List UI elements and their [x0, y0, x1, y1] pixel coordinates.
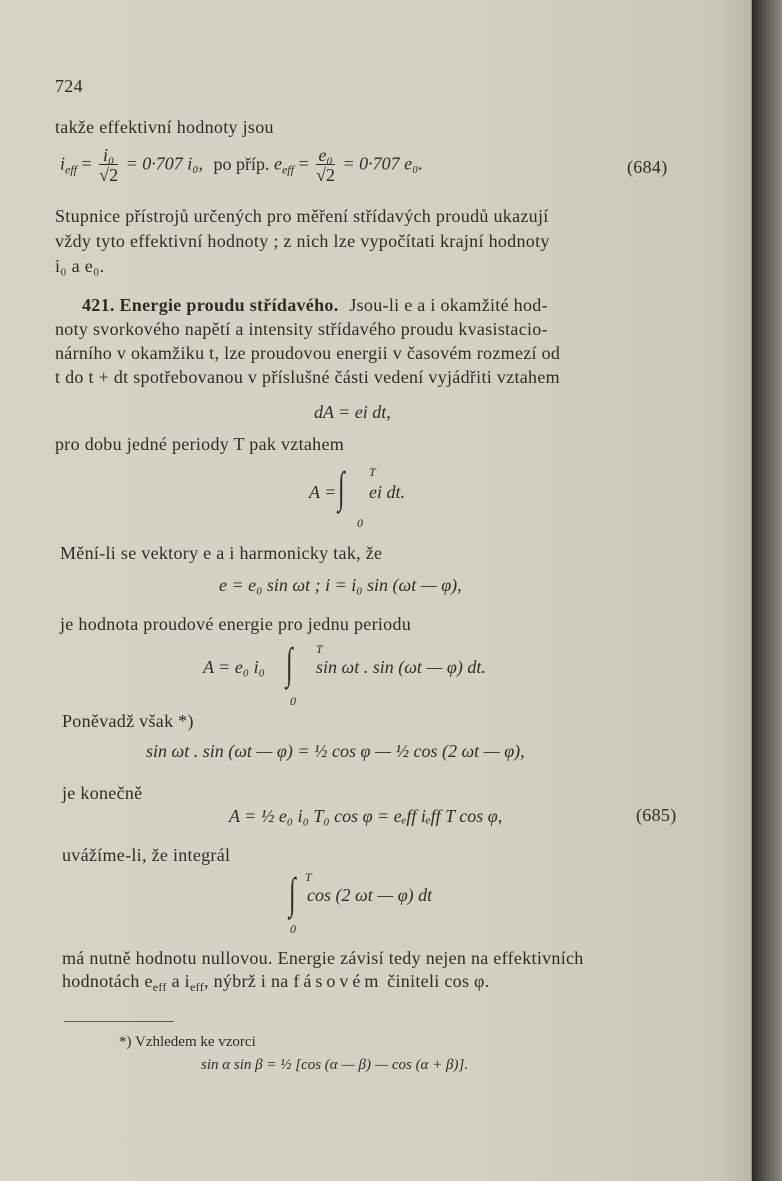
para-end-seg-2: a i	[166, 971, 190, 991]
page-number: 724	[55, 76, 83, 96]
eq684-label: (684)	[627, 157, 668, 177]
para-end-spaced: fásovém	[293, 971, 383, 991]
para-end-seg-1: hodnotách e	[62, 971, 153, 991]
integral-sign: ∫	[289, 869, 296, 918]
integral-sign: ∫	[286, 639, 293, 688]
footnote-line-2: sin α sin β = ½ [cos (α — β) — cos (α + β)].	[201, 1057, 469, 1073]
since-line: Poněvadž však *)	[62, 711, 194, 731]
consider-line: uvážíme-li, že integrál	[62, 845, 231, 865]
eq684-lhs2-sub: eff	[281, 162, 294, 177]
eq-A1-body: ei dt.	[369, 482, 405, 502]
para-end-line-1: má nutně hodnotu nullovou. Energie závisí tedy nejen na effektivních	[62, 948, 584, 968]
eq-A2-body: sin ωt . sin (ωt — φ) dt.	[316, 657, 486, 677]
eq-A1-lower-limit: 0	[357, 516, 363, 530]
eq684-frac2: $\frac{\text{e₀}}{√2}$	[316, 145, 336, 185]
para1-line-2: vždy tyto effektivní hodnoty ; z nich lze vypočítati krajní hodnoty	[55, 231, 550, 251]
intro-line: takže effektivní hodnoty jsou	[55, 117, 274, 137]
para1-line-3: i₀ a e₀.	[55, 256, 105, 276]
eq684-frac2-num: e₀	[316, 146, 335, 165]
para-end-line-2	[62, 971, 490, 995]
eq684-lhs1-sub: eff	[65, 162, 78, 177]
para-end-sub-1: eff	[152, 980, 167, 994]
eq-A2-lhs: A = e₀ i₀	[203, 657, 265, 677]
finally-line: je konečně	[62, 783, 143, 803]
vectors-line: Mění-li se vektory e a i harmonicky tak, že	[60, 543, 383, 563]
section-line-1: Jsou-li e a i okamžité hod-	[349, 295, 548, 315]
eq684-mid1: = 0·707 i₀,	[125, 153, 203, 174]
eq684-lhs2: e	[273, 153, 282, 174]
para-end-seg-3: , nýbrž i na	[204, 971, 294, 991]
equation-685: A = ½ e₀ i₀ T₀ cos φ = eₑff iₑff T cos φ,	[229, 806, 503, 826]
integral-sign: ∫	[338, 463, 345, 512]
eq-int-lower-limit: 0	[290, 922, 296, 936]
energy-line: je hodnota proudové energie pro jednu periodu	[60, 614, 412, 634]
eq684-lhs1: i	[60, 153, 66, 174]
eq684-frac1-den: 2	[109, 165, 119, 185]
period-line: pro dobu jedné periody T pak vztahem	[55, 434, 345, 454]
eq684-conj: po příp.	[213, 153, 270, 174]
eq-int-body: cos (2 ωt — φ) dt	[307, 885, 433, 905]
eq684-frac1: $\frac{\text{i₀}}{√2}$	[99, 145, 119, 185]
equation-harmonic: e = e₀ sin ωt ; i = i₀ sin (ωt — φ),	[219, 575, 462, 595]
section-line-4: t do t + dt spotřebovanou v příslušné části vedení vyjádřiti vztahem	[55, 367, 560, 387]
page-edge-shadow	[752, 0, 782, 1181]
para-end-sub-2: eff	[190, 980, 205, 994]
section-421-heading	[82, 295, 548, 316]
eq685-label: (685)	[636, 805, 677, 825]
footnote-line-1: *) Vzhledem ke vzorci	[119, 1034, 256, 1050]
eq684-frac1-num: i₀	[99, 146, 118, 165]
equation-dA: dA = ei dt,	[314, 402, 391, 422]
eq-A1-lhs: A =	[309, 482, 337, 502]
eq-A2-upper-limit: T	[316, 642, 323, 656]
para1-line-1: Stupnice přístrojů určených pro měření střídavých proudů ukazují	[55, 206, 549, 226]
section-title: 421. Energie proudu střídavého.	[82, 295, 339, 315]
equation-trig: sin ωt . sin (ωt — φ) = ½ cos φ — ½ cos (2 ωt — φ),	[146, 741, 525, 761]
eq-A2-lower-limit: 0	[290, 694, 296, 708]
section-line-3: nárního v okamžiku t, lze proudovou energii v časovém rozmezí od	[55, 343, 561, 363]
equation-684: $i_{eff}$ = $\frac{\text{i₀}}{√2}$ = 0·707 i₀, po příp. $e_{eff}$ = $\frac{\text{e₀}}{√2}$ = 0·707 e₀.	[60, 145, 423, 185]
footnote-rule	[64, 1021, 174, 1022]
eq-int-upper-limit: T	[305, 870, 312, 884]
section-line-2: noty svorkového napětí a intensity střídavého proudu kvasistacio-	[55, 319, 548, 339]
eq684-mid2: = 0·707 e₀.	[342, 153, 423, 174]
eq684-frac2-den: 2	[326, 165, 336, 185]
eq-A1-upper-limit: T	[369, 465, 376, 479]
para-end-seg-4: činiteli cos φ.	[382, 971, 490, 991]
